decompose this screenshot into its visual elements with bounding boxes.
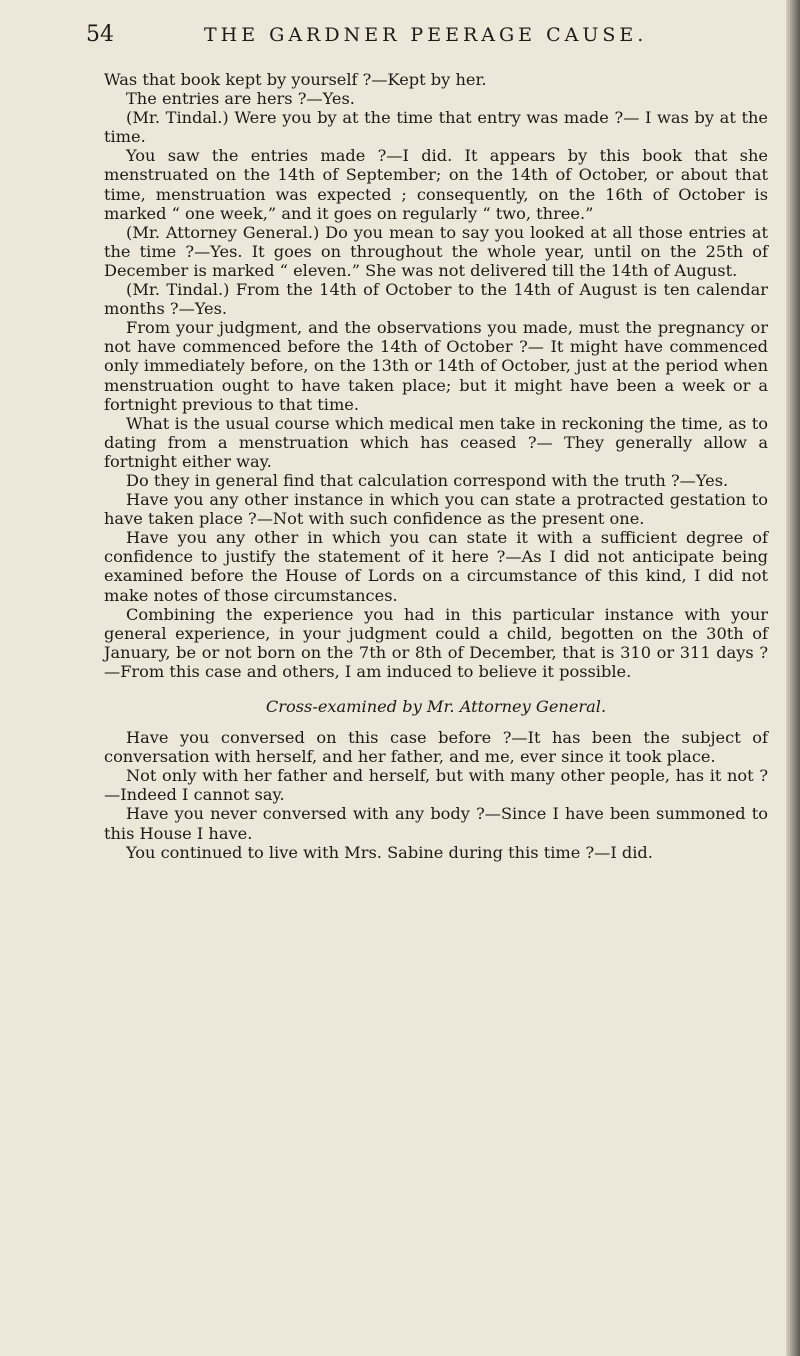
paragraph: Have you conversed on this case before ?—It has been the subject of conversation with herself, and her father, and me, ever since it took place.	[104, 728, 768, 767]
paragraph: You saw the entries made ?—I did. It appears by this book that she menstruated on the 14th of September; on the 14th of October, or about that time, menstruation was expected ; consequently, on the 16th of October is marked “ one week,” and it goes on regularly “ two, three.”	[104, 146, 768, 223]
paragraph: Do they in general find that calculation correspond with the truth ?—Yes.	[126, 470, 729, 490]
paragraph: What is the usual course which medical men take in reckoning the time, as to dating from a menstruation which has ceased ?— They generally allow a fortnight either way.	[104, 413, 768, 471]
paragraph: Have you any other in which you can state it with a sufficient degree of confidence to justify the statement of it here ?—As I did not anticipate being examined before the House of Lords on a circumstance of this kind, I did not make notes of those circumstances.	[104, 528, 768, 605]
paragraph: (Mr. Attorney General.) Do you mean to say you looked at all those entries at the time ?—Yes. It goes on throughout the whole year, until on the 25th of December is marked “ eleven.” She was not delivered till the 14th of August.	[104, 222, 768, 280]
paragraph: From your judgment, and the observations you made, must the pregnancy or not have commenced before the 14th of October ?— It might have commenced only immediately before, on the 13th or 14th of October, just at the period when menstruation ought to have taken place; but it might have been a week or a fortnight previous to that time.	[104, 318, 768, 414]
section-heading: Cross-examined by Mr. Attorney General.	[265, 697, 607, 716]
paragraph: The entries are hers ?—Yes.	[126, 89, 355, 109]
running-title: THE GARDNER PEERAGE CAUSE.	[204, 24, 648, 46]
paragraph: (Mr. Tindal.) Were you by at the time that entry was made ?— I was by at the time.	[104, 108, 768, 147]
paragraph: Have you any other instance in which you can state a protracted gestation to have taken place ?—Not with such confidence as the present one.	[104, 490, 768, 529]
paragraph: (Mr. Tindal.) From the 14th of October to the 14th of August is ten calendar months ?—Yes.	[104, 280, 768, 319]
page-body	[104, 70, 768, 862]
paragraph: You continued to live with Mrs. Sabine during this time ?—I did.	[126, 842, 653, 862]
page-edge	[786, 0, 800, 1356]
paragraph: Have you never conversed with any body ?—Since I have been summoned to this House I have.	[104, 804, 768, 843]
page-number: 54	[86, 22, 114, 47]
paragraph: Was that book kept by yourself ?—Kept by her.	[104, 70, 487, 89]
paragraph: Combining the experience you had in this particular instance with your general experience, in your judgment could a child, begotten on the 30th of January, be or not born on the 7th or 8th of December, that is 310 or 311 days ?—From this case and others, I am induced to believe it possible.	[104, 604, 768, 681]
page-header	[86, 22, 776, 56]
paragraph: Not only with her father and herself, but with many other people, has it not ?—Indeed I cannot say.	[104, 766, 768, 805]
